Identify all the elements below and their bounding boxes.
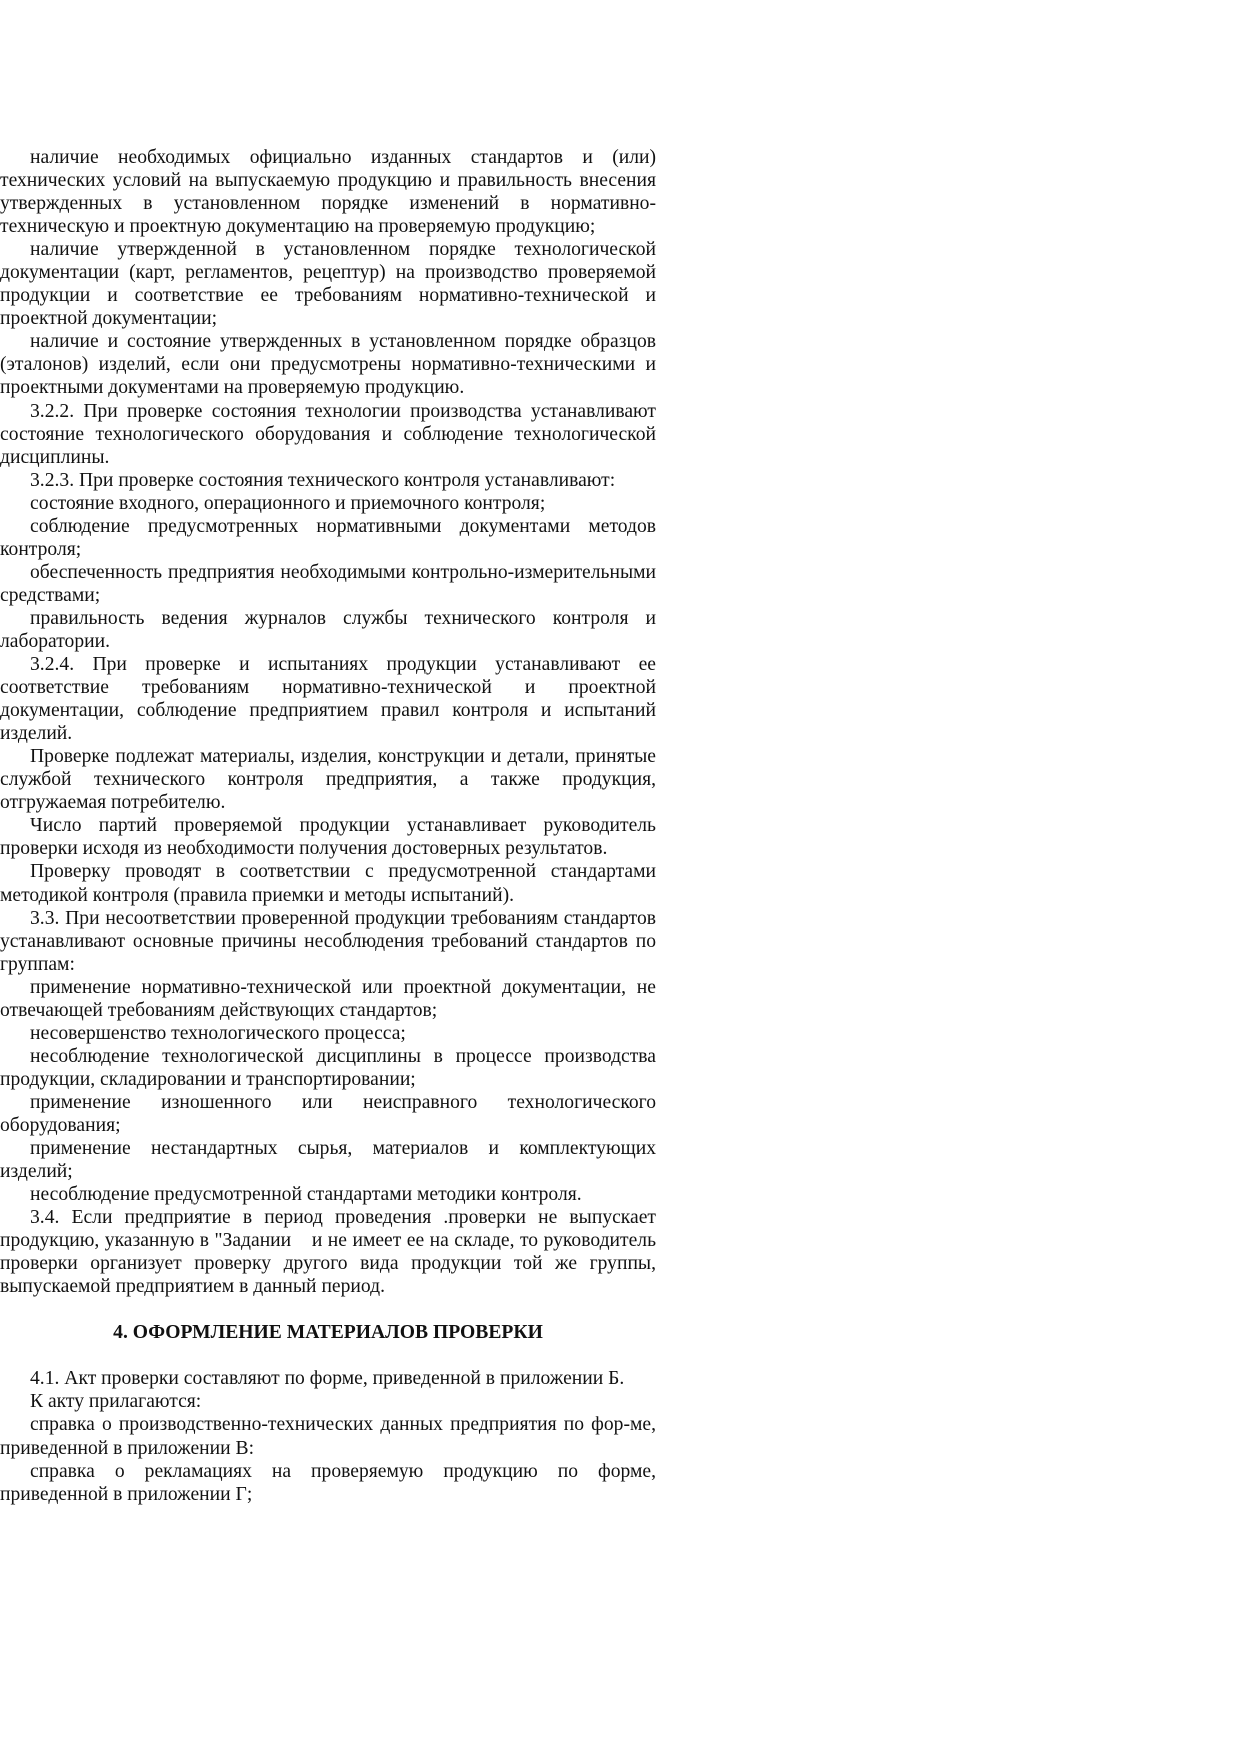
- paragraph: 3.2.3. При проверке состояния технического контроля устанавливают:: [30, 469, 616, 491]
- paragraph: 4.1. Акт проверки составляют по форме, приведенной в приложении Б.: [30, 1368, 625, 1390]
- paragraph: наличие и состояние утвержденных в установленном порядке образцов (эталонов) изделий, если они предусмотрены нормативно-техническими и проектными документами на проверяемую продукцию.: [0, 331, 656, 399]
- document-page: [0, 146, 656, 1506]
- paragraph: несовершенство технологического процесса;: [30, 1022, 406, 1044]
- section-heading: 4. ОФОРМЛЕНИЕ МАТЕРИАЛОВ ПРОВЕРКИ: [113, 1322, 543, 1344]
- paragraph: 3.4. Если предприятие в период проведения .проверки не выпускает продукцию, указанную в "Задании  и не имеет ее на складе, то руководитель проверки организует проверку другого вида продукции той же группы, выпускаемой предприятием в данный период.: [0, 1207, 656, 1298]
- paragraph: несоблюдение технологической дисциплины в процессе производства продукции, складировании и транспортировании;: [0, 1045, 656, 1090]
- paragraph: Число партий проверяемой продукции устанавливает руководитель проверки исходя из необходимости получения достоверных результатов.: [0, 815, 656, 860]
- paragraph: К акту прилагаются:: [30, 1391, 202, 1413]
- paragraph: справка о производственно-технических данных предприятия по фор-ме, приведенной в приложении В:: [0, 1414, 656, 1459]
- paragraph: применение нестандартных сырья, материалов и комплектующих изделий;: [0, 1138, 656, 1183]
- paragraph: справка о рекламациях на проверяемую продукцию по форме, приведенной в приложении Г;: [0, 1460, 656, 1505]
- paragraph: 3.2.4. При проверке и испытаниях продукции устанавливают ее соответствие требованиям нормативно-технической и проектной документации, соблюдение предприятием правил контроля и испытаний изделий.: [0, 654, 656, 745]
- paragraph: 3.3. При несоответствии проверенной продукции требованиям стандартов устанавливают основные причины несоблюдения требований стандартов по группам:: [0, 907, 656, 975]
- paragraph: применение нормативно-технической или проектной документации, не отвечающей требованиям действующих стандартов;: [0, 976, 656, 1021]
- paragraph: несоблюдение предусмотренной стандартами методики контроля.: [30, 1184, 582, 1206]
- paragraph: обеспеченность предприятия необходимыми контрольно-измерительными средствами;: [0, 561, 656, 606]
- paragraph: наличие утвержденной в установленном порядке технологической документации (карт, регламентов, рецептур) на производство проверяемой продукции и соответствие ее требованиям нормативно-технической и проектной документации;: [0, 239, 656, 330]
- paragraph: Проверку проводят в соответствии с предусмотренной стандартами методикой контроля (правила приемки и методы испытаний).: [0, 861, 656, 906]
- paragraph: состояние входного, операционного и приемочного контроля;: [30, 492, 546, 514]
- paragraph: Проверке подлежат материалы, изделия, конструкции и детали, принятые службой технического контроля предприятия, а также продукция, отгружаемая потребителю.: [0, 746, 656, 814]
- paragraph: 3.2.2. При проверке состояния технологии производства устанавливают состояние технологического оборудования и соблюдение технологической дисциплины.: [0, 400, 656, 468]
- paragraph: соблюдение предусмотренных нормативными документами методов контроля;: [0, 515, 656, 560]
- paragraph: применение изношенного или неисправного технологического оборудования;: [0, 1091, 656, 1136]
- paragraph: правильность ведения журналов службы технического контроля и лаборатории.: [0, 607, 656, 652]
- paragraph: наличие необходимых официально изданных стандартов и (или) технических условий на выпускаемую продукцию и правильность внесения утвержденных в установленном порядке изменений в нормативно-техническую и проектную документацию на проверяемую продукцию;: [0, 147, 656, 238]
